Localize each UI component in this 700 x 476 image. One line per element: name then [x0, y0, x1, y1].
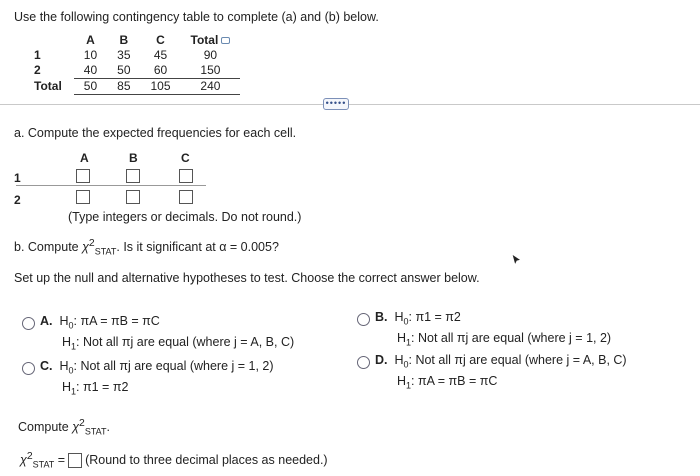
- expected-row-separator: [16, 185, 206, 186]
- instruction-text: Use the following contingency table to complete (a) and (b) below.: [14, 10, 379, 24]
- table-cell: 50: [107, 63, 140, 79]
- option-a-radio[interactable]: [22, 317, 35, 330]
- option-c[interactable]: C. $H_0$: Not all πj are equal (where j = 1, 2) $H_1$: π1 = π2: [40, 359, 274, 396]
- table-cell: 150: [181, 63, 241, 79]
- expected-row-label: 2: [14, 193, 21, 207]
- expected-col-header: B: [129, 151, 138, 165]
- expected-input-2c[interactable]: [179, 190, 193, 204]
- expected-input-1c[interactable]: [179, 169, 193, 183]
- table-cell: 105: [141, 79, 181, 95]
- table-row: [30, 79, 240, 95]
- table-cell: 40: [74, 63, 107, 79]
- expected-input-1a[interactable]: [76, 169, 90, 183]
- row-label: Total: [34, 79, 62, 93]
- expand-more-button[interactable]: •••••: [323, 98, 349, 110]
- table-cell: 240: [181, 79, 241, 95]
- expected-input-1b[interactable]: [126, 169, 140, 183]
- chi-symbol: χ: [82, 240, 89, 255]
- option-b-radio[interactable]: [357, 313, 370, 326]
- contingency-table: [30, 33, 240, 95]
- expected-col-header: C: [181, 151, 190, 165]
- table-row: [30, 48, 240, 63]
- option-a[interactable]: A. $H_0$: πA = πB = πC $H_1$: Not all πj are equal (where j = A, B, C): [40, 314, 295, 351]
- table-cell: 50: [74, 79, 107, 95]
- table-cell: 35: [117, 48, 131, 62]
- answer-hint: (Round to three decimal places as needed.): [85, 453, 328, 468]
- option-d[interactable]: D. $H_0$: Not all πj are equal (where j = A, B, C) $H_1$: πA = πB = πC: [375, 353, 627, 390]
- mouse-cursor-icon: [511, 253, 523, 267]
- table-cell: 10: [83, 48, 98, 62]
- table-cell: 45: [153, 48, 168, 62]
- expected-input-2b[interactable]: [126, 190, 140, 204]
- col-header: C: [156, 33, 165, 47]
- table-cell: 90: [203, 48, 218, 62]
- row-label: 1: [34, 48, 41, 62]
- table-header-row: [30, 33, 240, 48]
- option-b[interactable]: B. $H_0$: π1 = π2 $H_1$: Not all πj are equal (where j = 1, 2): [375, 310, 612, 347]
- chi-stat-answer-row: $\chi^2_{STAT}$ = (Round to three decimal places as needed.): [20, 451, 328, 470]
- part-a-prompt: a. Compute the expected frequencies for each cell.: [14, 126, 297, 140]
- compute-label: Compute $\chi^2_{STAT}$.: [18, 418, 110, 437]
- table-row: [30, 63, 240, 79]
- section-divider: [0, 104, 700, 105]
- setup-text: Set up the null and alternative hypotheses to test. Choose the correct answer below.: [14, 271, 480, 285]
- expected-row-label: 1: [14, 171, 21, 185]
- option-c-radio[interactable]: [22, 362, 35, 375]
- chi-stat-input[interactable]: [68, 453, 82, 468]
- expected-col-header: A: [80, 151, 89, 165]
- table-cell: 60: [141, 63, 181, 79]
- option-d-radio[interactable]: [357, 356, 370, 369]
- col-header: A: [86, 33, 95, 47]
- part-a-hint: (Type integers or decimals. Do not round.): [68, 210, 302, 224]
- col-header: B: [119, 33, 129, 47]
- copy-table-icon[interactable]: [221, 37, 230, 44]
- expected-input-2a[interactable]: [76, 190, 90, 204]
- table-cell: 85: [107, 79, 140, 95]
- col-header-total: Total: [181, 33, 241, 48]
- row-label: 2: [34, 63, 41, 78]
- part-b-prompt: b. Compute $\chi^2_{STAT}$. Is it significant at α = 0.005?: [14, 238, 279, 257]
